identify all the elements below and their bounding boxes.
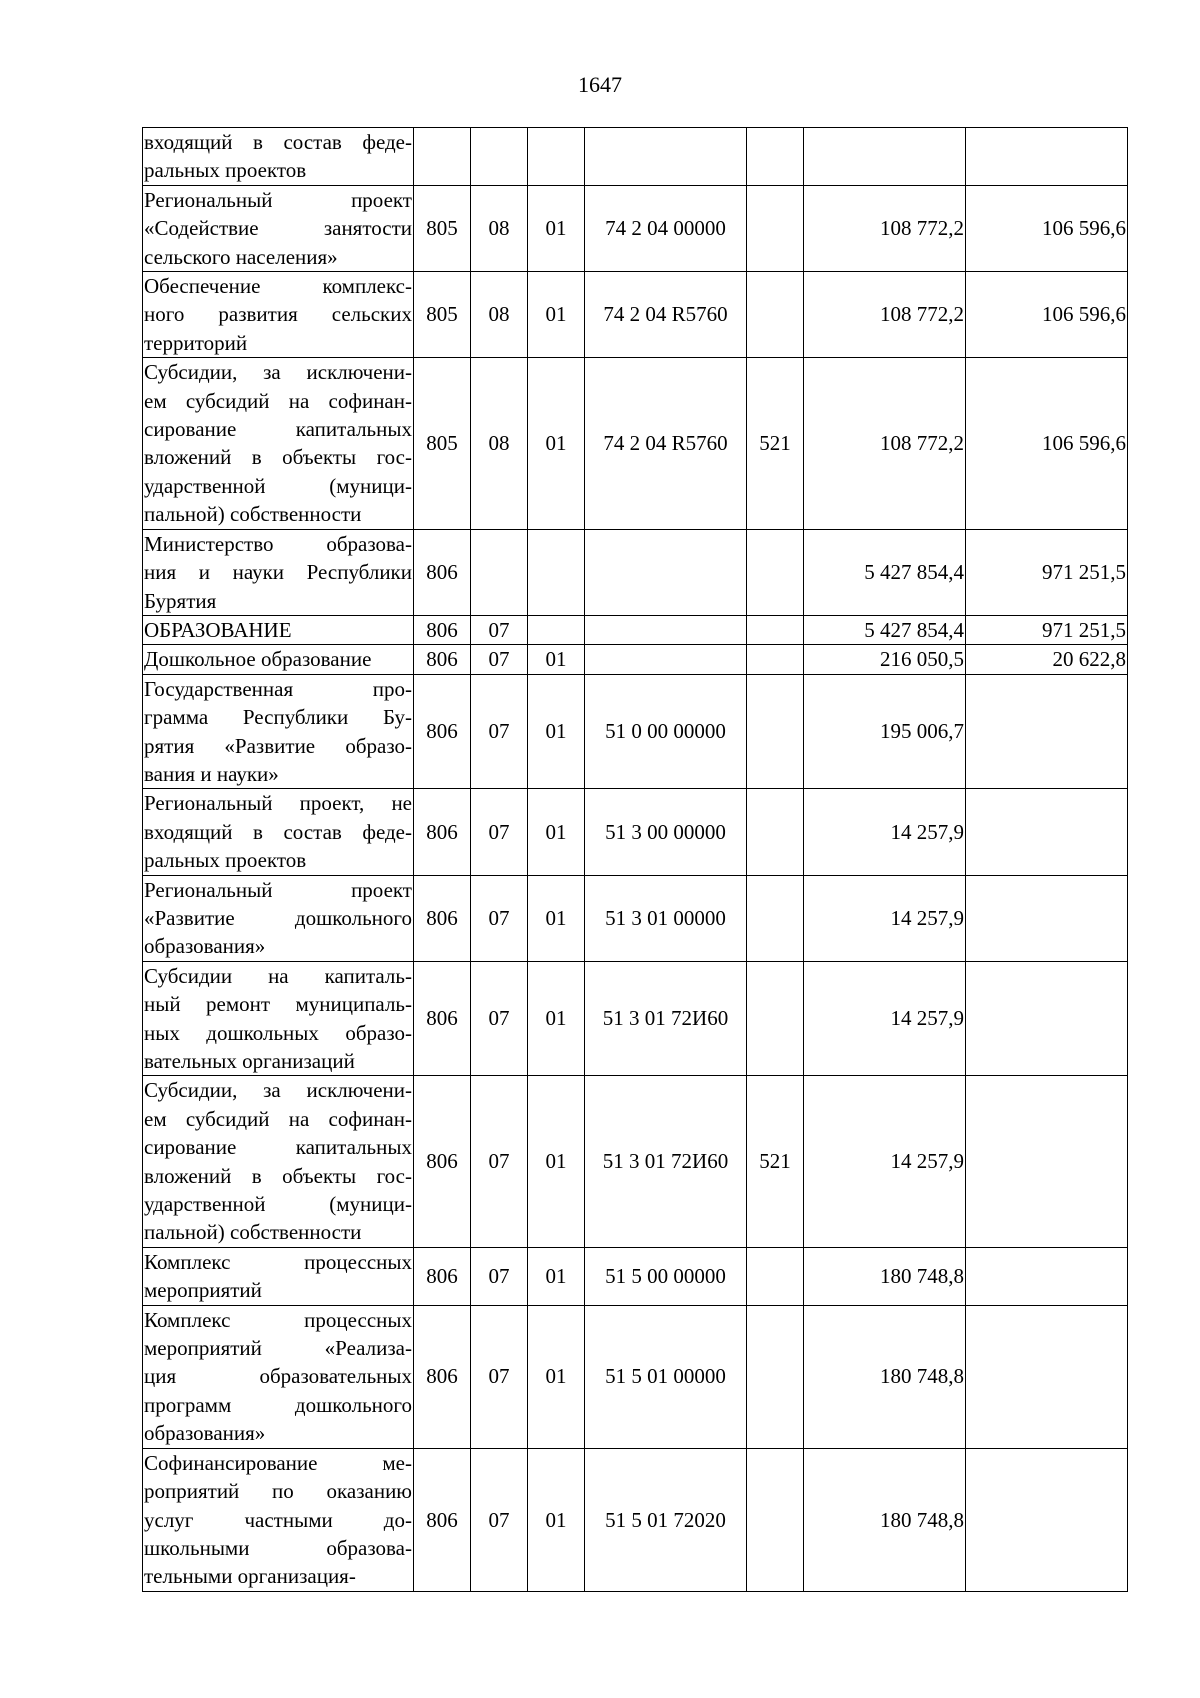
item-name-line: услуг частными до- (144, 1507, 412, 1532)
table-row (143, 1247, 1128, 1305)
expense-type-cell (747, 961, 804, 1076)
item-name-cell (143, 674, 414, 789)
table-row (143, 961, 1128, 1076)
page-number: 1647 (578, 72, 622, 97)
item-name-cell (143, 1448, 414, 1591)
section-cell: 08 (471, 272, 528, 358)
expense-type-cell (747, 529, 804, 615)
item-name-line: грамма Республики Бу- (144, 705, 412, 730)
amount-year2-cell (966, 875, 1128, 961)
expense-type-cell (747, 272, 804, 358)
amount-year2-cell: 106 596,6 (966, 272, 1128, 358)
section-cell: 07 (471, 674, 528, 789)
expense-type-cell: 521 (747, 1076, 804, 1247)
amount-year2-cell: 20 622,8 (966, 645, 1128, 674)
item-name-line: Дошкольное образование (144, 647, 372, 672)
item-name-cell (143, 358, 414, 529)
amount-year1-cell: 216 050,5 (804, 645, 966, 674)
item-name-line: Комплекс процессных (144, 1307, 412, 1332)
item-name-line: вания и науки» (144, 761, 279, 786)
ved-cell: 806 (414, 875, 471, 961)
subsection-cell: 01 (528, 185, 585, 271)
table-row (143, 358, 1128, 529)
target-article-cell (585, 128, 747, 186)
amount-year1-cell: 108 772,2 (804, 272, 966, 358)
item-name-line: ный ремонт муниципаль- (144, 992, 412, 1017)
table-row (143, 1305, 1128, 1448)
amount-year2-cell (966, 789, 1128, 875)
item-name-line: Региональный проект (144, 187, 412, 212)
budget-table-body (143, 128, 1128, 1592)
item-name-cell (143, 961, 414, 1076)
subsection-cell: 01 (528, 1247, 585, 1305)
section-cell: 07 (471, 1448, 528, 1591)
expense-type-cell (747, 615, 804, 644)
amount-year1-cell: 195 006,7 (804, 674, 966, 789)
item-name-cell (143, 875, 414, 961)
amount-year1-cell: 5 427 854,4 (804, 529, 966, 615)
item-name-cell (143, 185, 414, 271)
amount-year2-cell (966, 1247, 1128, 1305)
amount-year2-cell: 106 596,6 (966, 358, 1128, 529)
table-row (143, 789, 1128, 875)
item-name-line: образования» (144, 934, 266, 959)
item-name-line: тельными организация- (144, 1564, 356, 1589)
item-name-line: Субсидии, за исключени- (144, 1078, 412, 1103)
section-cell (471, 529, 528, 615)
section-cell: 07 (471, 615, 528, 644)
table-row (143, 674, 1128, 789)
ved-cell: 806 (414, 789, 471, 875)
section-cell: 07 (471, 1247, 528, 1305)
amount-year2-cell (966, 1448, 1128, 1591)
item-name-line: ральных проектов (144, 848, 307, 873)
subsection-cell: 01 (528, 1305, 585, 1448)
table-row (143, 529, 1128, 615)
amount-year2-cell: 971 251,5 (966, 615, 1128, 644)
expense-type-cell (747, 789, 804, 875)
item-name-cell (143, 1247, 414, 1305)
item-name-cell (143, 615, 414, 644)
item-name-line: ударственной (муници- (144, 473, 412, 498)
item-name-line: Региональный проект (144, 877, 412, 902)
subsection-cell: 01 (528, 789, 585, 875)
item-name-line: ральных проектов (144, 158, 307, 183)
ved-cell: 805 (414, 272, 471, 358)
item-name-line: роприятий по оказанию (144, 1479, 412, 1504)
target-article-cell: 51 3 01 72И60 (585, 961, 747, 1076)
amount-year2-cell (966, 961, 1128, 1076)
table-row (143, 615, 1128, 644)
item-name-line: входящий в состав феде- (144, 819, 412, 844)
target-article-cell: 51 5 01 72020 (585, 1448, 747, 1591)
subsection-cell: 01 (528, 272, 585, 358)
expense-type-cell (747, 1305, 804, 1448)
amount-year2-cell (966, 1076, 1128, 1247)
subsection-cell: 01 (528, 1076, 585, 1247)
item-name-cell (143, 272, 414, 358)
item-name-line: программ дошкольного (144, 1392, 412, 1417)
item-name-line: пальной) собственности (144, 1220, 362, 1245)
subsection-cell: 01 (528, 875, 585, 961)
item-name-cell (143, 529, 414, 615)
item-name-line: ция образовательных (144, 1364, 412, 1389)
target-article-cell: 51 3 01 72И60 (585, 1076, 747, 1247)
item-name-line: ударственной (муници- (144, 1192, 412, 1217)
item-name-line: вложений в объекты гос- (144, 445, 412, 470)
amount-year2-cell (966, 128, 1128, 186)
target-article-cell: 74 2 04 R5760 (585, 358, 747, 529)
amount-year1-cell: 108 772,2 (804, 358, 966, 529)
amount-year1-cell: 14 257,9 (804, 789, 966, 875)
ved-cell: 806 (414, 529, 471, 615)
amount-year1-cell: 5 427 854,4 (804, 615, 966, 644)
section-cell: 08 (471, 185, 528, 271)
budget-table (142, 127, 1128, 1592)
item-name-line: мероприятий «Реализа- (144, 1336, 412, 1361)
target-article-cell: 51 0 00 00000 (585, 674, 747, 789)
table-row (143, 1448, 1128, 1591)
subsection-cell: 01 (528, 674, 585, 789)
item-name-line: «Развитие дошкольного (144, 905, 412, 930)
table-row (143, 128, 1128, 186)
table-row (143, 272, 1128, 358)
expense-type-cell (747, 1247, 804, 1305)
subsection-cell (528, 128, 585, 186)
item-name-cell (143, 1305, 414, 1448)
amount-year1-cell: 180 748,8 (804, 1305, 966, 1448)
target-article-cell: 74 2 04 00000 (585, 185, 747, 271)
amount-year1-cell: 14 257,9 (804, 961, 966, 1076)
ved-cell: 806 (414, 645, 471, 674)
ved-cell: 806 (414, 1448, 471, 1591)
expense-type-cell (747, 875, 804, 961)
amount-year1-cell: 180 748,8 (804, 1448, 966, 1591)
item-name-line: вательных организаций (144, 1049, 355, 1073)
expense-type-cell (747, 128, 804, 186)
item-name-line: вложений в объекты гос- (144, 1163, 412, 1188)
expense-type-cell: 521 (747, 358, 804, 529)
target-article-cell: 51 5 01 00000 (585, 1305, 747, 1448)
item-name-line: ем субсидий на софинан- (144, 388, 412, 413)
ved-cell: 806 (414, 1305, 471, 1448)
section-cell: 07 (471, 789, 528, 875)
item-name-line: мероприятий (144, 1278, 262, 1303)
item-name-line: «Содействие занятости (144, 216, 412, 241)
section-cell: 07 (471, 1076, 528, 1247)
item-name-cell (143, 128, 414, 186)
item-name-line: сирование капитальных (144, 417, 412, 442)
item-name-line: Министерство образова- (144, 531, 412, 556)
amount-year1-cell: 180 748,8 (804, 1247, 966, 1305)
section-cell: 07 (471, 961, 528, 1076)
item-name-line: Субсидии на капиталь- (144, 963, 412, 988)
ved-cell: 806 (414, 615, 471, 644)
subsection-cell: 01 (528, 645, 585, 674)
ved-cell: 805 (414, 185, 471, 271)
item-name-line: Софинансирование ме- (144, 1450, 412, 1475)
ved-cell: 806 (414, 674, 471, 789)
ved-cell: 806 (414, 1076, 471, 1247)
ved-cell (414, 128, 471, 186)
item-name-line: образования» (144, 1421, 266, 1446)
item-name-line: ных дошкольных образо- (144, 1020, 412, 1045)
table-row (143, 875, 1128, 961)
table-row (143, 645, 1128, 674)
ved-cell: 806 (414, 1247, 471, 1305)
amount-year1-cell: 14 257,9 (804, 1076, 966, 1247)
target-article-cell: 51 3 01 00000 (585, 875, 747, 961)
target-article-cell: 74 2 04 R5760 (585, 272, 747, 358)
item-name-line: Комплекс процессных (144, 1249, 412, 1274)
expense-type-cell (747, 185, 804, 271)
amount-year2-cell: 106 596,6 (966, 185, 1128, 271)
expense-type-cell (747, 645, 804, 674)
item-name-line: рятия «Развитие образо- (144, 733, 412, 758)
subsection-cell: 01 (528, 358, 585, 529)
item-name-line: Обеспечение комплекс- (144, 274, 412, 299)
item-name-cell (143, 1076, 414, 1247)
item-name-line: ем субсидий на софинан- (144, 1106, 412, 1131)
item-name-line: сельского населения» (144, 244, 338, 269)
item-name-line: ОБРАЗОВАНИЕ (144, 617, 292, 642)
subsection-cell (528, 615, 585, 644)
item-name-line: входящий в состав феде- (144, 130, 412, 154)
section-cell (471, 128, 528, 186)
amount-year1-cell: 108 772,2 (804, 185, 966, 271)
subsection-cell: 01 (528, 1448, 585, 1591)
target-article-cell: 51 5 00 00000 (585, 1247, 747, 1305)
target-article-cell: 51 3 00 00000 (585, 789, 747, 875)
expense-type-cell (747, 1448, 804, 1591)
item-name-line: пальной) собственности (144, 502, 362, 527)
section-cell: 07 (471, 1305, 528, 1448)
item-name-line: ния и науки Республики (144, 560, 412, 585)
table-row (143, 185, 1128, 271)
amount-year2-cell: 971 251,5 (966, 529, 1128, 615)
item-name-cell (143, 645, 414, 674)
item-name-line: сирование капитальных (144, 1135, 412, 1160)
item-name-cell (143, 789, 414, 875)
target-article-cell (585, 645, 747, 674)
subsection-cell (528, 529, 585, 615)
ved-cell: 805 (414, 358, 471, 529)
item-name-line: Государственная про- (144, 676, 412, 701)
target-article-cell (585, 615, 747, 644)
item-name-line: территорий (144, 330, 248, 355)
section-cell: 08 (471, 358, 528, 529)
section-cell: 07 (471, 875, 528, 961)
amount-year1-cell: 14 257,9 (804, 875, 966, 961)
subsection-cell: 01 (528, 961, 585, 1076)
item-name-line: Бурятия (144, 588, 217, 613)
expense-type-cell (747, 674, 804, 789)
section-cell: 07 (471, 645, 528, 674)
table-row (143, 1076, 1128, 1247)
target-article-cell (585, 529, 747, 615)
amount-year2-cell (966, 674, 1128, 789)
item-name-line: Субсидии, за исключени- (144, 360, 412, 385)
item-name-line: школьными образова- (144, 1535, 412, 1560)
amount-year1-cell (804, 128, 966, 186)
item-name-line: ного развития сельских (144, 302, 412, 327)
ved-cell: 806 (414, 961, 471, 1076)
amount-year2-cell (966, 1305, 1128, 1448)
item-name-line: Региональный проект, не (144, 791, 412, 816)
